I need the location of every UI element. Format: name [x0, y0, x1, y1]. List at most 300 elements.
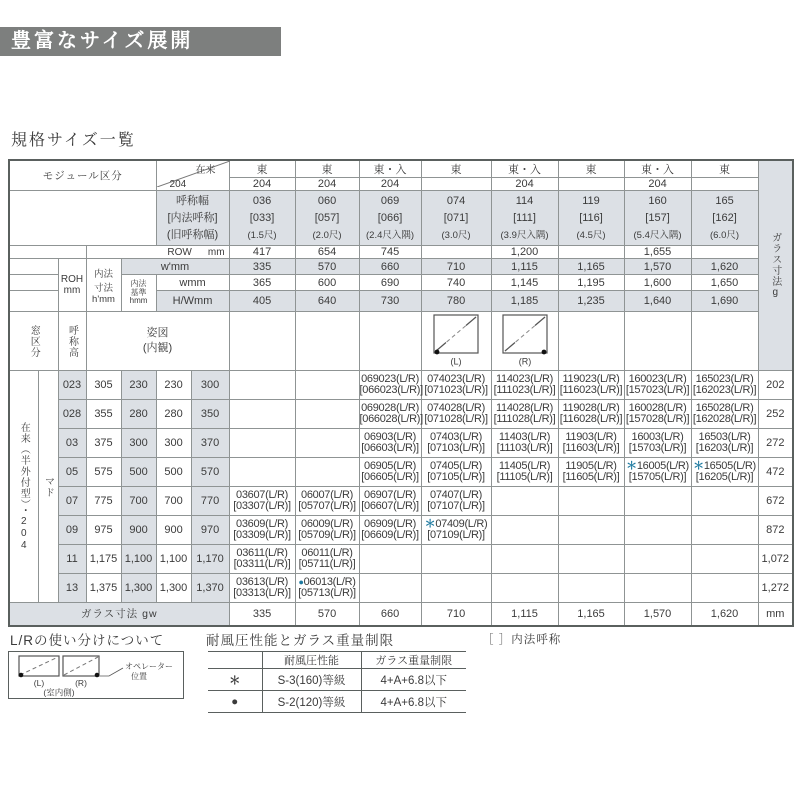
- width-block-label: [156, 191, 229, 246]
- code-cell-069-03: [359, 429, 421, 458]
- code-cell-160-07: [624, 487, 691, 516]
- mado-kubun-text: 窓区分: [28, 324, 40, 358]
- code-sub: [07107(L/R)]: [427, 500, 485, 512]
- roh-text: ROH: [60, 274, 84, 285]
- code-cell-119-13: [558, 574, 624, 603]
- w-label: wmm: [156, 275, 229, 291]
- code-cell-060-09: [295, 516, 359, 545]
- wind-limit-s3: 4+A+6.8以下: [361, 669, 466, 691]
- lr-section-title: L/Rの使い分けについて: [10, 633, 165, 648]
- code-cell-069-09: [359, 516, 421, 545]
- roh-label: [58, 259, 86, 312]
- code-cell-074-023: [421, 371, 491, 400]
- code-cell-074-028: [421, 400, 491, 429]
- code-sub: [05709(L/R)]: [298, 529, 356, 541]
- wind-row-s3: [208, 669, 466, 691]
- kosho-daka-text: 呼称高: [66, 324, 78, 358]
- naiho-kijun-label: [121, 275, 156, 312]
- hw-val-119: 1,235: [558, 291, 624, 312]
- H-val-05: 570: [191, 458, 229, 487]
- width-code: 119: [582, 194, 600, 207]
- open-direction-dash-R: [64, 657, 98, 675]
- glass-g-05: 472: [758, 458, 793, 487]
- glass-col-header: [758, 160, 793, 371]
- module-header-074: 東: [421, 160, 491, 178]
- size-table: [8, 159, 794, 627]
- height-label-09: 09: [58, 516, 86, 545]
- inner-code: [033]: [249, 211, 275, 224]
- inner-code: [116]: [579, 211, 603, 224]
- code-cell-114-09: [491, 516, 558, 545]
- width-header-069: [359, 191, 421, 246]
- w-val-114: 1,145: [491, 275, 558, 291]
- operator-label-line1: オペレーター: [125, 662, 173, 671]
- H-val-07: 770: [191, 487, 229, 516]
- label-L: (L): [33, 678, 45, 688]
- code-main: 07405(L/R): [430, 459, 483, 472]
- operator-label-line2: 位置: [131, 672, 147, 681]
- row-val-119: [558, 246, 624, 259]
- width-block-label-line: (旧呼称幅): [166, 228, 219, 241]
- old-code: (5.4尺入隅): [633, 229, 682, 241]
- old-code: (1.5尺): [247, 229, 277, 241]
- code-main: 03609(L/R): [236, 517, 289, 530]
- width-block-label-line: 呼称幅: [176, 194, 210, 207]
- hstd-val-09: 900: [156, 516, 191, 545]
- lr-diagram-box: [8, 651, 184, 699]
- inner-code: [157]: [645, 211, 670, 224]
- code-cell-160-13: [624, 574, 691, 603]
- glass-g-07: 672: [758, 487, 793, 516]
- row-val-160: 1,655: [624, 246, 691, 259]
- diagonal-divider: [157, 161, 230, 187]
- code-sub: [15705(L/R)]: [628, 471, 687, 483]
- wdash-val-114: 1,115: [491, 259, 558, 275]
- diagram-cell-119: [558, 312, 624, 371]
- mado-col-label: [38, 371, 58, 603]
- operator-leader-line: [100, 668, 123, 676]
- naiho-sunpo-label: [86, 259, 121, 312]
- wind-perf-s2: S-2(120)等級: [262, 691, 361, 713]
- code-cell-069-07: [359, 487, 421, 516]
- code-sub: [15703(L/R)]: [628, 442, 687, 454]
- banner-title: 豊富なサイズ展開: [0, 27, 281, 56]
- hstd-val-023: 230: [156, 371, 191, 400]
- gw-val-119: 1,165: [558, 603, 624, 626]
- w-val-074: 740: [421, 275, 491, 291]
- module-row: [9, 160, 793, 178]
- gw-val-160: 1,570: [624, 603, 691, 626]
- gw-val-036: 335: [229, 603, 295, 626]
- code-cell-036-05: [229, 458, 295, 487]
- code-main: 06007(L/R): [301, 488, 354, 501]
- wdash-row: [9, 259, 793, 275]
- diagonal-bottom-label: 204: [169, 179, 187, 190]
- code-cell-119-023: [558, 371, 624, 400]
- hstd-val-028: 280: [156, 400, 191, 429]
- code-cell-060-11: [295, 545, 359, 574]
- roh-val-07: 775: [86, 487, 121, 516]
- roh-val-023: 305: [86, 371, 121, 400]
- wdash-val-074: 710: [421, 259, 491, 275]
- lr-usage-diagram: [9, 652, 183, 698]
- code-main: ＊16005(L/R): [626, 459, 689, 472]
- naiho-sunpo-line: 寸法: [93, 282, 113, 294]
- height-label-13: 13: [58, 574, 86, 603]
- roh-unit: mm: [63, 285, 81, 296]
- code-cell-074-03: [421, 429, 491, 458]
- row-val-165: [691, 246, 758, 259]
- diagram-label-L: (L): [450, 356, 462, 366]
- gw-val-114: 1,115: [491, 603, 558, 626]
- code-sub: [16203(L/R)]: [695, 442, 754, 454]
- code-cell-165-09: [691, 516, 758, 545]
- roh-val-11: 1,175: [86, 545, 121, 574]
- hw-val-160: 1,640: [624, 291, 691, 312]
- wind-limit-s2: 4+A+6.8以下: [361, 691, 466, 713]
- roh-label-stack: [59, 274, 86, 296]
- glass-col-header-text: ガラス寸法g: [769, 232, 781, 299]
- code-sub: [162028(L/R)]: [692, 413, 757, 425]
- gw-val-074: 710: [421, 603, 491, 626]
- code-sub: [071028(L/R)]: [424, 413, 488, 425]
- code-sub: [07109(L/R)]: [427, 529, 485, 541]
- code-cell-036-023: [229, 371, 295, 400]
- hw-label: H/Wmm: [156, 291, 229, 312]
- code-cell-074-07: [421, 487, 491, 516]
- code-main: 16003(L/R): [631, 430, 684, 443]
- gw-row: [9, 603, 793, 626]
- width-code: 060: [317, 194, 337, 207]
- naiho-kijun-line: hmm: [129, 296, 148, 306]
- code-main: 074023(L/R): [427, 372, 485, 385]
- code-cell-114-028: [491, 400, 558, 429]
- naiho-kijun-line: 基準: [130, 287, 147, 297]
- naiho-kijun-line: 内法: [130, 279, 147, 289]
- wdash-val-069: 660: [359, 259, 421, 275]
- gw-label: ガラス寸法 gw: [9, 603, 229, 626]
- hdash-val-09: 900: [121, 516, 156, 545]
- width-header-060: [295, 191, 359, 246]
- w-val-119: 1,195: [558, 275, 624, 291]
- module-header-036: 東: [229, 160, 295, 178]
- naiho-sunpo-stack: [87, 266, 121, 305]
- code-cell-069-11: [359, 545, 421, 574]
- void: [9, 246, 86, 259]
- code-cell-114-11: [491, 545, 558, 574]
- wind-header-limit: ガラス重量制限: [361, 652, 466, 669]
- H-val-03: 370: [191, 429, 229, 458]
- inner-code: [057]: [314, 211, 340, 224]
- module-header-114: 東・入: [491, 160, 558, 178]
- asterisk-marker: ＊: [424, 517, 436, 530]
- code-sub: [06603(L/R)]: [361, 442, 419, 454]
- height-label-028: 028: [58, 400, 86, 429]
- code-sub: [116028(L/R)]: [559, 413, 623, 425]
- code-main: 06905(L/R): [364, 459, 417, 472]
- code-sub: [03313(L/R)]: [233, 587, 291, 599]
- inner-dimension-note: ［ ］内法呼称: [482, 634, 562, 646]
- height-label-11: 11: [58, 545, 86, 574]
- module-header-060: 東: [295, 160, 359, 178]
- w-val-036: 365: [229, 275, 295, 291]
- code-cell-114-05: [491, 458, 558, 487]
- size-row-13: [9, 574, 793, 603]
- inner-code: [071]: [443, 211, 469, 224]
- old-code: (6.0尺): [710, 229, 740, 241]
- casement-R-diagram: [500, 313, 550, 367]
- w-val-060: 600: [295, 275, 359, 291]
- hw-val-069: 730: [359, 291, 421, 312]
- code-main: 03613(L/R): [236, 575, 289, 588]
- naiho-kijun-stack: [122, 280, 156, 306]
- diagram-label-R: (R): [518, 356, 531, 366]
- code-cell-069-023: [359, 371, 421, 400]
- code-main: 06907(L/R): [364, 488, 417, 501]
- diagram-cell-114: [491, 312, 558, 371]
- code-main: 165023(L/R): [695, 372, 754, 385]
- roh-val-028: 355: [86, 400, 121, 429]
- row-mm-row: [9, 246, 793, 259]
- glass-g-11: 1,072: [758, 545, 793, 574]
- zairai-col-text: 在来（半外付型）・204: [18, 421, 30, 552]
- module-204-074: [421, 178, 491, 191]
- glass-g-028: 252: [758, 400, 793, 429]
- hstd-val-11: 1,100: [156, 545, 191, 574]
- width-header-114: [491, 191, 558, 246]
- H-val-023: 300: [191, 371, 229, 400]
- size-row-028: [9, 400, 793, 429]
- row-unit: mm: [207, 246, 225, 258]
- code-cell-114-07: [491, 487, 558, 516]
- height-label-03: 03: [58, 429, 86, 458]
- hstd-val-13: 1,300: [156, 574, 191, 603]
- module-204-114: 204: [491, 178, 558, 191]
- hstd-val-03: 300: [156, 429, 191, 458]
- row-val-069: 745: [359, 246, 421, 259]
- code-main: ＊07409(L/R): [424, 517, 488, 530]
- code-sub: [11103(L/R)]: [496, 442, 553, 454]
- code-cell-069-05: [359, 458, 421, 487]
- code-sub: [06605(L/R)]: [361, 471, 419, 483]
- roh-val-05: 575: [86, 458, 121, 487]
- inner-code: [066]: [377, 211, 403, 224]
- code-cell-165-028: [691, 400, 758, 429]
- code-sub: [03311(L/R)]: [233, 558, 291, 570]
- code-sub: [05713(L/R)]: [298, 587, 356, 599]
- code-cell-160-023: [624, 371, 691, 400]
- operator-dot-R: [95, 673, 100, 678]
- H-val-13: 1,370: [191, 574, 229, 603]
- width-code: 069: [380, 194, 400, 207]
- roh-val-09: 975: [86, 516, 121, 545]
- module-header-160: 東・入: [624, 160, 691, 178]
- H-val-11: 1,170: [191, 545, 229, 574]
- width-block-label-line: [内法呼称]: [167, 211, 218, 224]
- code-cell-165-05: [691, 458, 758, 487]
- code-cell-036-028: [229, 400, 295, 429]
- code-cell-074-11: [421, 545, 491, 574]
- w-row: [9, 275, 793, 291]
- hdash-val-028: 280: [121, 400, 156, 429]
- code-main: 11405(L/R): [498, 459, 551, 472]
- width-code: 114: [515, 194, 534, 207]
- window-outline-R: [63, 656, 99, 676]
- code-main: ●06013(L/R): [298, 575, 356, 588]
- label-R: (R): [75, 678, 87, 688]
- sugata-line: 姿図: [146, 327, 169, 339]
- asterisk-marker: ＊: [208, 669, 262, 691]
- width-name-row: [9, 191, 793, 246]
- code-sub: [06609(L/R)]: [361, 529, 419, 541]
- code-cell-119-09: [558, 516, 624, 545]
- roh-val-03: 375: [86, 429, 121, 458]
- height-label-023: 023: [58, 371, 86, 400]
- gw-val-165: 1,620: [691, 603, 758, 626]
- width-code: 160: [648, 194, 667, 207]
- code-main: 114023(L/R): [496, 372, 554, 385]
- code-main: 06903(L/R): [364, 430, 417, 443]
- dot-marker: ●: [298, 576, 304, 587]
- code-cell-036-07: [229, 487, 295, 516]
- gw-val-060: 570: [295, 603, 359, 626]
- height-label-05: 05: [58, 458, 86, 487]
- hdash-val-07: 700: [121, 487, 156, 516]
- code-sub: [162023(L/R)]: [692, 384, 757, 396]
- asterisk-marker: ＊: [626, 459, 637, 472]
- code-sub: [03309(L/R)]: [233, 529, 291, 541]
- code-cell-160-09: [624, 516, 691, 545]
- code-cell-165-03: [691, 429, 758, 458]
- wind-section-title: 耐風圧性能とガラス重量制限: [206, 633, 395, 648]
- row-label-text: ROW: [167, 246, 192, 258]
- code-cell-114-03: [491, 429, 558, 458]
- code-cell-165-07: [691, 487, 758, 516]
- row-label: [86, 246, 229, 259]
- diagram-cell-165: [691, 312, 758, 371]
- row-val-036: 417: [229, 246, 295, 259]
- code-cell-119-11: [558, 545, 624, 574]
- code-cell-160-028: [624, 400, 691, 429]
- code-sub: [157028(L/R)]: [625, 413, 690, 425]
- code-cell-060-023: [295, 371, 359, 400]
- w-val-069: 690: [359, 275, 421, 291]
- wdash-val-160: 1,570: [624, 259, 691, 275]
- code-cell-119-03: [558, 429, 624, 458]
- code-main: 06909(L/R): [364, 517, 417, 530]
- hdash-val-13: 1,300: [121, 574, 156, 603]
- roh-val-13: 1,375: [86, 574, 121, 603]
- code-cell-074-09: [421, 516, 491, 545]
- wind-header-perf: 耐風圧性能: [262, 652, 361, 669]
- code-main: 11403(L/R): [498, 430, 551, 443]
- diagram-cell-069: [359, 312, 421, 371]
- code-sub: [066023(L/R)]: [359, 384, 423, 396]
- code-main: 11905(L/R): [565, 459, 617, 472]
- kosho-daka-label: [58, 312, 86, 371]
- inner-code: [111]: [513, 211, 536, 224]
- code-main: ＊16505(L/R): [693, 459, 756, 472]
- sugata-label: [86, 312, 229, 371]
- code-cell-074-13: [421, 574, 491, 603]
- diagram-cell-036: [229, 312, 295, 371]
- hw-val-074: 780: [421, 291, 491, 312]
- code-main: 03607(L/R): [236, 488, 289, 501]
- diagram-cell-160: [624, 312, 691, 371]
- wind-row-s2: [208, 691, 466, 713]
- open-direction-dash-L: [20, 657, 58, 675]
- H-val-09: 970: [191, 516, 229, 545]
- gw-unit: mm: [758, 603, 793, 626]
- code-main: 069028(L/R): [361, 401, 419, 414]
- code-main: 165028(L/R): [695, 401, 754, 414]
- module-204-060: 204: [295, 178, 359, 191]
- code-sub: [11605(L/R)]: [562, 471, 620, 483]
- code-cell-165-023: [691, 371, 758, 400]
- sugata-row: [9, 312, 793, 371]
- hdash-val-023: 230: [121, 371, 156, 400]
- code-sub: [111028(L/R)]: [493, 413, 556, 425]
- zairai-col-label: [9, 371, 38, 603]
- code-sub: [05707(L/R)]: [298, 500, 356, 512]
- module-204-160: 204: [624, 178, 691, 191]
- module-header-069: 東・入: [359, 160, 421, 178]
- code-main: 03611(L/R): [236, 546, 288, 559]
- hw-val-114: 1,185: [491, 291, 558, 312]
- module-204-036: 204: [229, 178, 295, 191]
- row-val-060: 654: [295, 246, 359, 259]
- hw-val-036: 405: [229, 291, 295, 312]
- hw-val-060: 640: [295, 291, 359, 312]
- w-val-165: 1,650: [691, 275, 758, 291]
- mado-kubun-label: [9, 312, 58, 371]
- glass-g-09: 872: [758, 516, 793, 545]
- asterisk-marker: ＊: [693, 459, 704, 472]
- code-cell-060-07: [295, 487, 359, 516]
- code-main: 119023(L/R): [562, 372, 620, 385]
- hstd-val-05: 500: [156, 458, 191, 487]
- mado-col-text: マド: [42, 475, 54, 498]
- width-code: 074: [446, 194, 466, 207]
- module-204-165: [691, 178, 758, 191]
- code-sub: [111023(L/R)]: [493, 384, 556, 396]
- hw-val-165: 1,690: [691, 291, 758, 312]
- code-cell-060-028: [295, 400, 359, 429]
- code-cell-069-13: [359, 574, 421, 603]
- module-diagonal-cell: [156, 160, 229, 191]
- void: [9, 191, 156, 246]
- hdash-val-05: 500: [121, 458, 156, 487]
- H-val-028: 350: [191, 400, 229, 429]
- wdash-val-165: 1,620: [691, 259, 758, 275]
- width-header-036: [229, 191, 295, 246]
- code-main: 119028(L/R): [562, 401, 620, 414]
- code-main: 160028(L/R): [628, 401, 687, 414]
- size-row-05: [9, 458, 793, 487]
- code-cell-036-13: [229, 574, 295, 603]
- code-sub: [066028(L/R)]: [359, 413, 423, 425]
- hdash-val-11: 1,100: [121, 545, 156, 574]
- code-cell-060-03: [295, 429, 359, 458]
- diagram-cell-060: [295, 312, 359, 371]
- width-header-119: [558, 191, 624, 246]
- naiho-sunpo-line: h'mm: [92, 293, 115, 305]
- code-sub: [157023(L/R)]: [625, 384, 690, 396]
- code-cell-060-05: [295, 458, 359, 487]
- diagonal-top-label: 在来: [195, 165, 216, 176]
- code-main: 16503(L/R): [698, 430, 751, 443]
- code-sub: [116023(L/R)]: [559, 384, 623, 396]
